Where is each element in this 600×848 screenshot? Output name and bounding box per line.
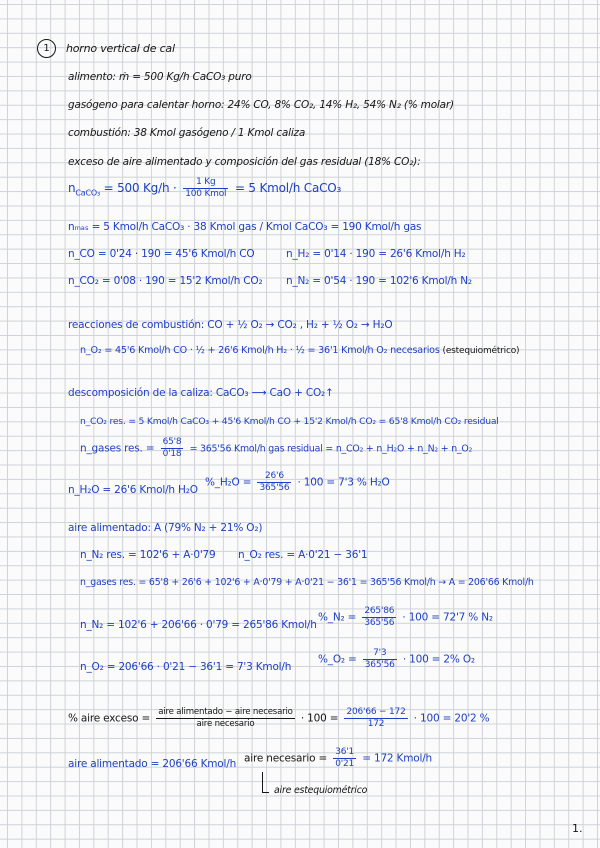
aire-necesario-lhs: aire necesario = <box>244 752 328 765</box>
eq-n-n2: n_N₂ = 0'54 · 190 = 102'6 Kmol/h N₂ <box>286 275 472 287</box>
x-h2o-fraction <box>257 472 291 493</box>
line-exceso: exceso de aire alimentado y composición del gas residual (18% CO₂): <box>68 156 421 168</box>
x-o2-rhs: · 100 = 2% O₂ <box>402 653 475 666</box>
fraction-denominator: aire necesario <box>196 719 255 729</box>
problem-number: 1 <box>37 39 56 58</box>
line-reacciones: reacciones de combustión: CO + ½ O₂ → CO₂ , H₂ + ½ O₂ → H₂O <box>68 319 393 331</box>
eq-n-o2 <box>80 346 519 356</box>
eq-n-h2: n_H₂ = 0'14 · 190 = 26'6 Kmol/h H₂ <box>286 248 466 260</box>
n-gases-fraction <box>161 438 184 459</box>
fraction-denominator: 100 Kmol <box>185 189 227 199</box>
n-caco3-fraction <box>183 178 228 199</box>
line-gasogeno: gasógeno para calentar horno: 24% CO, 8% CO₂, 14% H₂, 54% N₂ (% molar) <box>68 99 454 111</box>
eq-x-h2o <box>205 472 390 493</box>
line-alimento: alimento: ṁ = 500 Kg/h CaCO₃ puro <box>68 71 252 83</box>
x-n2-lhs: %_N₂ = <box>318 611 357 624</box>
page-number: 1. <box>572 822 583 835</box>
fraction-numerator: 206'66 − 172 <box>346 707 406 717</box>
line-descomposicion: descomposición de la caliza: CaCO₃ ⟶ CaO + CO₂↑ <box>68 387 334 399</box>
line-aire: aire alimentado: A (79% N₂ + 21% O₂) <box>68 522 263 534</box>
n-caco3-result: = 5 Kmol/h CaCO₃ <box>234 181 342 195</box>
eq-n-gas: nₘₐₛ = 5 Kmol/h CaCO₃ · 38 Kmol gas / Kmol CaCO₃ = 190 Kmol/h gas <box>68 221 422 233</box>
fraction-denominator: 0'21 <box>335 759 355 769</box>
fraction-denominator: 365'56 <box>259 483 290 493</box>
x-h2o-lhs: %_H₂O = <box>205 476 252 489</box>
eq-aire-necesario <box>244 748 432 769</box>
exceso-result: · 100 = 20'2 % <box>413 712 490 725</box>
fraction-numerator: 265'86 <box>364 606 395 616</box>
page-title: horno vertical de cal <box>66 42 175 55</box>
n-gases-rhs: = 365'56 Kmol/h gas residual = n_CO₂ + n_H₂O + n_N₂ + n_O₂ <box>189 443 473 455</box>
eq-n-n2-res: n_N₂ res. = 102'6 + A·0'79 <box>80 549 216 561</box>
exceso-fraction-values <box>344 708 407 729</box>
fraction-numerator: 36'1 <box>335 747 355 757</box>
eq-aire-alimentado: aire alimentado = 206'66 Kmol/h <box>68 758 237 770</box>
fraction-numerator: 26'6 <box>257 472 291 483</box>
line-combustion: combustión: 38 Kmol gasógeno / 1 Kmol caliza <box>68 127 306 139</box>
note-aire-estequiometrico: aire estequiométrico <box>274 785 368 796</box>
eq-x-n2 <box>318 607 493 628</box>
fraction-denominator: 365'56 <box>364 660 395 670</box>
eq-n-h2o: n_H₂O = 26'6 Kmol/h H₂O <box>68 484 198 496</box>
eq-n-n2-calc: n_N₂ = 102'6 + 206'66 · 0'79 = 265'86 Kmol/h <box>80 619 317 631</box>
n-o2-note: (estequiométrico) <box>442 346 520 356</box>
x-n2-rhs: · 100 = 72'7 % N₂ <box>402 611 493 624</box>
eq-aire-exceso <box>68 708 489 729</box>
x-o2-lhs: %_O₂ = <box>318 653 357 666</box>
eq-n-co2-res: n_CO₂ res. = 5 Kmol/h CaCO₃ + 45'6 Kmol/h CO + 15'2 Kmol/h CO₂ = 65'8 Kmol/h CO₂ residual <box>80 416 499 427</box>
n-caco3-symbol: n <box>68 181 76 195</box>
eq-n-o2-calc: n_O₂ = 206'66 · 0'21 − 36'1 = 7'3 Kmol/h <box>80 661 292 673</box>
exceso-lhs: % aire exceso = <box>68 712 151 725</box>
fraction-denominator: 365'56 <box>364 618 395 628</box>
x-h2o-rhs: · 100 = 7'3 % H₂O <box>297 476 390 489</box>
aire-necesario-fraction <box>333 748 356 769</box>
x-o2-fraction <box>363 649 397 670</box>
fraction-denominator: 172 <box>367 719 385 729</box>
eq-n-caco3 <box>68 178 341 199</box>
fraction-numerator: 7'3 <box>363 649 397 660</box>
fraction-numerator: 1 Kg <box>183 178 228 189</box>
n-caco3-subscript: CaCO₃ <box>75 188 100 198</box>
fraction-numerator: aire alimentado − aire necesario <box>158 707 293 718</box>
exceso-mid: · 100 = <box>300 712 339 725</box>
eq-n-co2: n_CO₂ = 0'08 · 190 = 15'2 Kmol/h CO₂ <box>68 275 263 287</box>
exceso-fraction <box>156 708 294 728</box>
n-gases-lhs: n_gases res. = <box>80 442 155 455</box>
x-n2-fraction <box>362 607 396 628</box>
eq-n-gases-sum: n_gases res. = 65'8 + 26'6 + 102'6 + A·0'79 + A·0'21 − 36'1 = 365'56 Kmol/h → A = 206'66 Kmol/h <box>80 577 534 588</box>
eq-n-co: n_CO = 0'24 · 190 = 45'6 Kmol/h CO <box>68 248 255 260</box>
eq-x-o2 <box>318 649 475 670</box>
aire-necesario-result: = 172 Kmol/h <box>362 752 432 765</box>
fraction-denominator: 0'18 <box>162 449 182 459</box>
n-caco3-mass: = 500 Kg/h · <box>103 181 177 195</box>
n-o2-value: n_O₂ = 45'6 Kmol/h CO · ½ + 26'6 Kmol/h H₂ · ½ = 36'1 Kmol/h O₂ necesarios <box>80 345 440 356</box>
annotation-bracket <box>262 772 269 793</box>
fraction-numerator: 65'8 <box>162 437 182 447</box>
eq-n-gases-res <box>80 438 472 459</box>
eq-n-o2-res: n_O₂ res. = A·0'21 − 36'1 <box>238 549 368 561</box>
